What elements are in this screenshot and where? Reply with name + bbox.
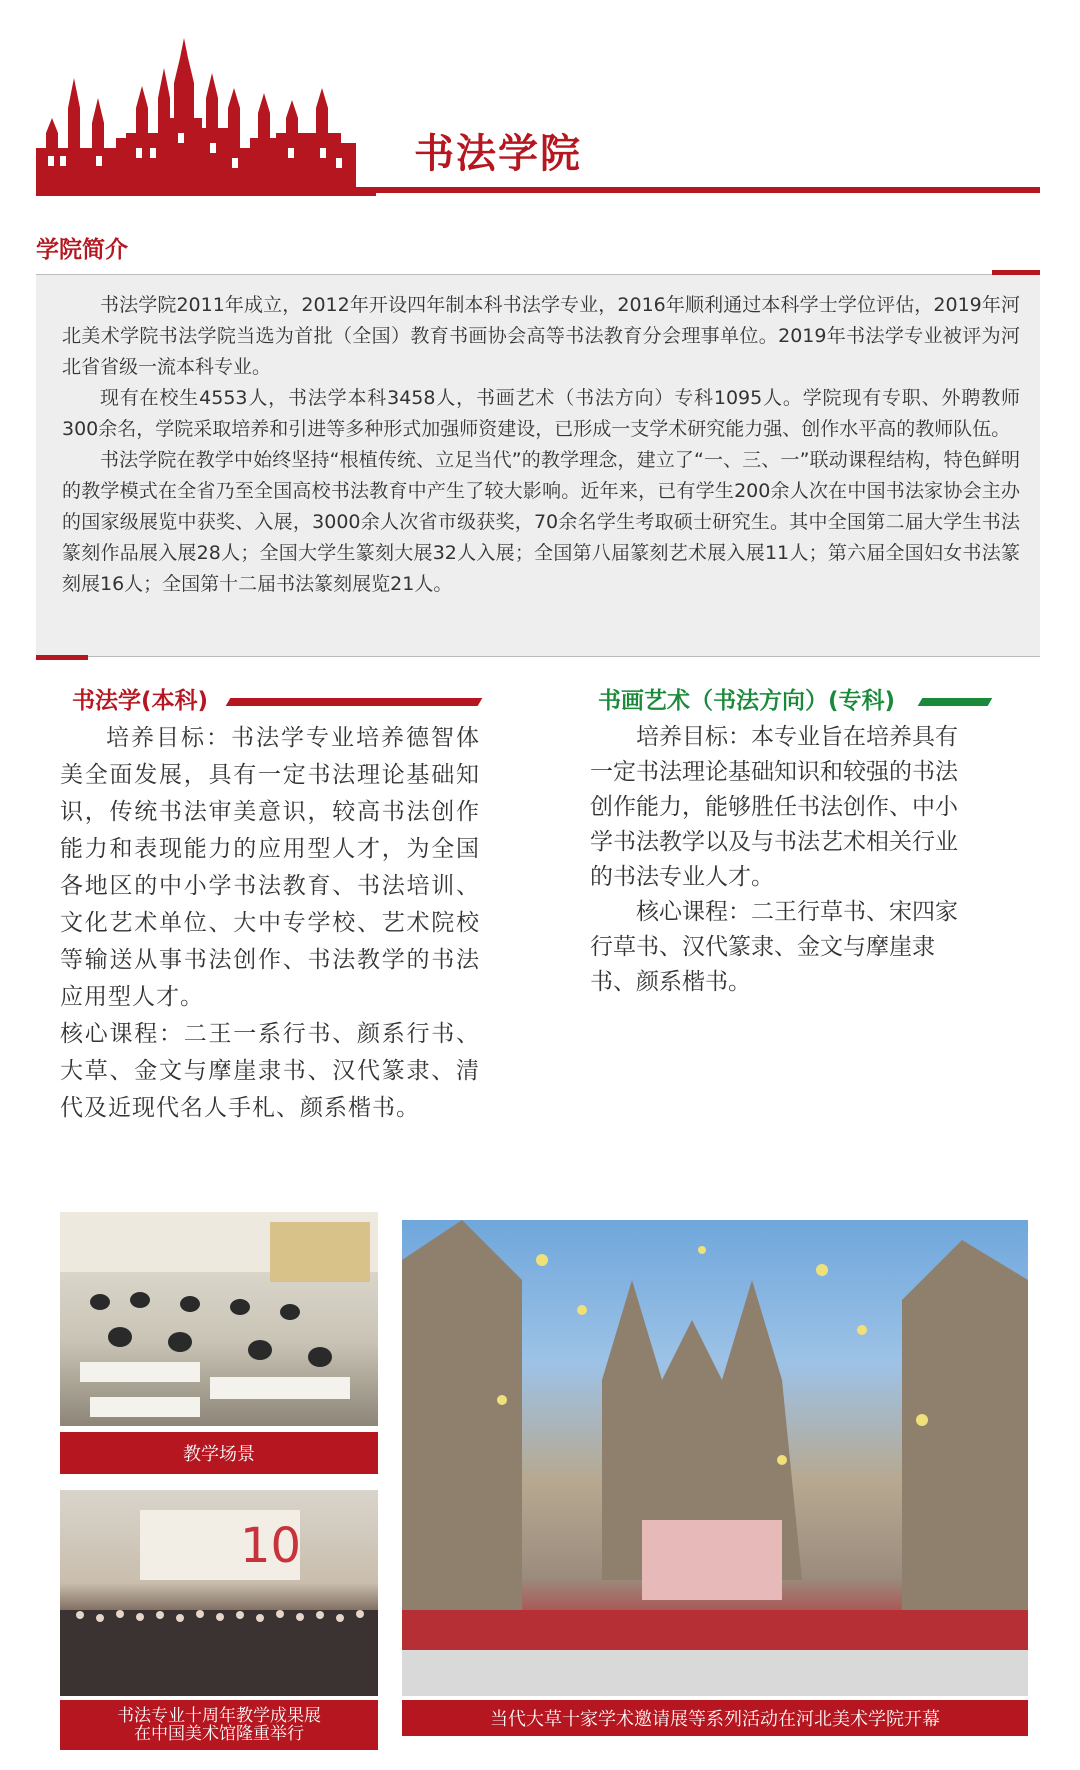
intro-bottom-accent <box>36 655 88 660</box>
intro-text <box>62 290 1020 600</box>
svg-text:10: 10 <box>240 1518 302 1574</box>
associate-courses: 核心课程：二王行草书、宋四家行草书、汉代篆隶、金文与摩崖隶书、颜系楷书。 <box>590 899 958 995</box>
intro-paragraph: 现有在校生4553人，书法学本科3458人，书画艺术（书法方向）专科1095人。学院现有专职、外聘教师300余名，学院采取培养和引进等多种形式加强师资建设，已形成一支学术研究能力强、创作水平高的教师队伍。 <box>62 387 1020 440</box>
bachelor-goal: 培养目标：书法学专业培养德智体美全面发展，具有一定书法理论基础知识，传统书法审美意识，较高书法创作能力和表现能力的应用型人才，为全国各地区的中小学书法教育、书法培训、文化艺术单位、大中专学校、艺术院校等输送从事书法创作、书法教学的书法应用型人才。 <box>60 725 480 1010</box>
associate-goal: 培养目标：本专业旨在培养具有一定书法理论基础知识和较强的书法创作能力，能够胜任书法创作、中小学书法教学以及与书法艺术相关行业的书法专业人才。 <box>590 724 958 890</box>
exhibition-group-photo <box>60 1490 378 1696</box>
photo-caption: 教学场景 <box>60 1432 378 1474</box>
intro-paragraph: 书法学院2011年成立，2012年开设四年制本科书法学专业，2016年顺利通过本科学士学位评估，2019年河北美术学院书法学院当选为首批（全国）教育书画协会高等书法教育分会理事单位。2019年书法学专业被评为河北省省级一流本科专业。 <box>62 294 1020 378</box>
intro-paragraph: 书法学院在教学中始终坚持“根植传统、立足当代”的教学理念，建立了“一、三、一”联动课程结构，特色鲜明的教学模式在全省乃至全国高校书法教育中产生了较大影响。近年来，已有学生200余人次在中国书法家协会主办的国家级展览中获奖、入展，3000余人次省市级获奖，70余名学生考取硕士研究生。其中全国第二届大学生书法篆刻作品展入展28人；全国大学生篆刻大展32人入展；全国第八届篆刻艺术展入展11人；第六届全国妇女书法篆刻展16人；全国第十二届书法篆刻展览21人。 <box>62 449 1020 595</box>
photo-caption-line: 在中国美术馆隆重举行 <box>134 1724 304 1744</box>
photo-caption: 当代大草十家学术邀请展等系列活动在河北美术学院开幕 <box>402 1700 1028 1736</box>
bachelor-courses: 核心课程：二王一系行书、颜系行书、大草、金文与摩崖隶书、汉代篆隶、清代及近现代名人手札、颜系楷书。 <box>60 1021 480 1121</box>
photo-caption-line: 书法专业十周年教学成果展 <box>117 1706 321 1726</box>
classroom-photo <box>60 1212 378 1426</box>
bachelor-heading: 书法学(本科) <box>72 688 209 714</box>
associate-description <box>590 720 980 1000</box>
page-title: 书法学院 <box>414 131 582 177</box>
castle-logo <box>36 38 376 196</box>
bachelor-heading-bar <box>226 698 483 706</box>
header-divider <box>36 187 1040 193</box>
campus-ceremony-photo <box>402 1220 1028 1696</box>
intro-heading: 学院简介 <box>36 237 128 263</box>
associate-heading-bar <box>918 698 993 706</box>
associate-heading: 书画艺术（书法方向）(专科) <box>598 688 896 714</box>
photo-caption <box>60 1700 378 1750</box>
bachelor-description <box>60 720 480 1127</box>
intro-top-accent <box>992 270 1040 275</box>
